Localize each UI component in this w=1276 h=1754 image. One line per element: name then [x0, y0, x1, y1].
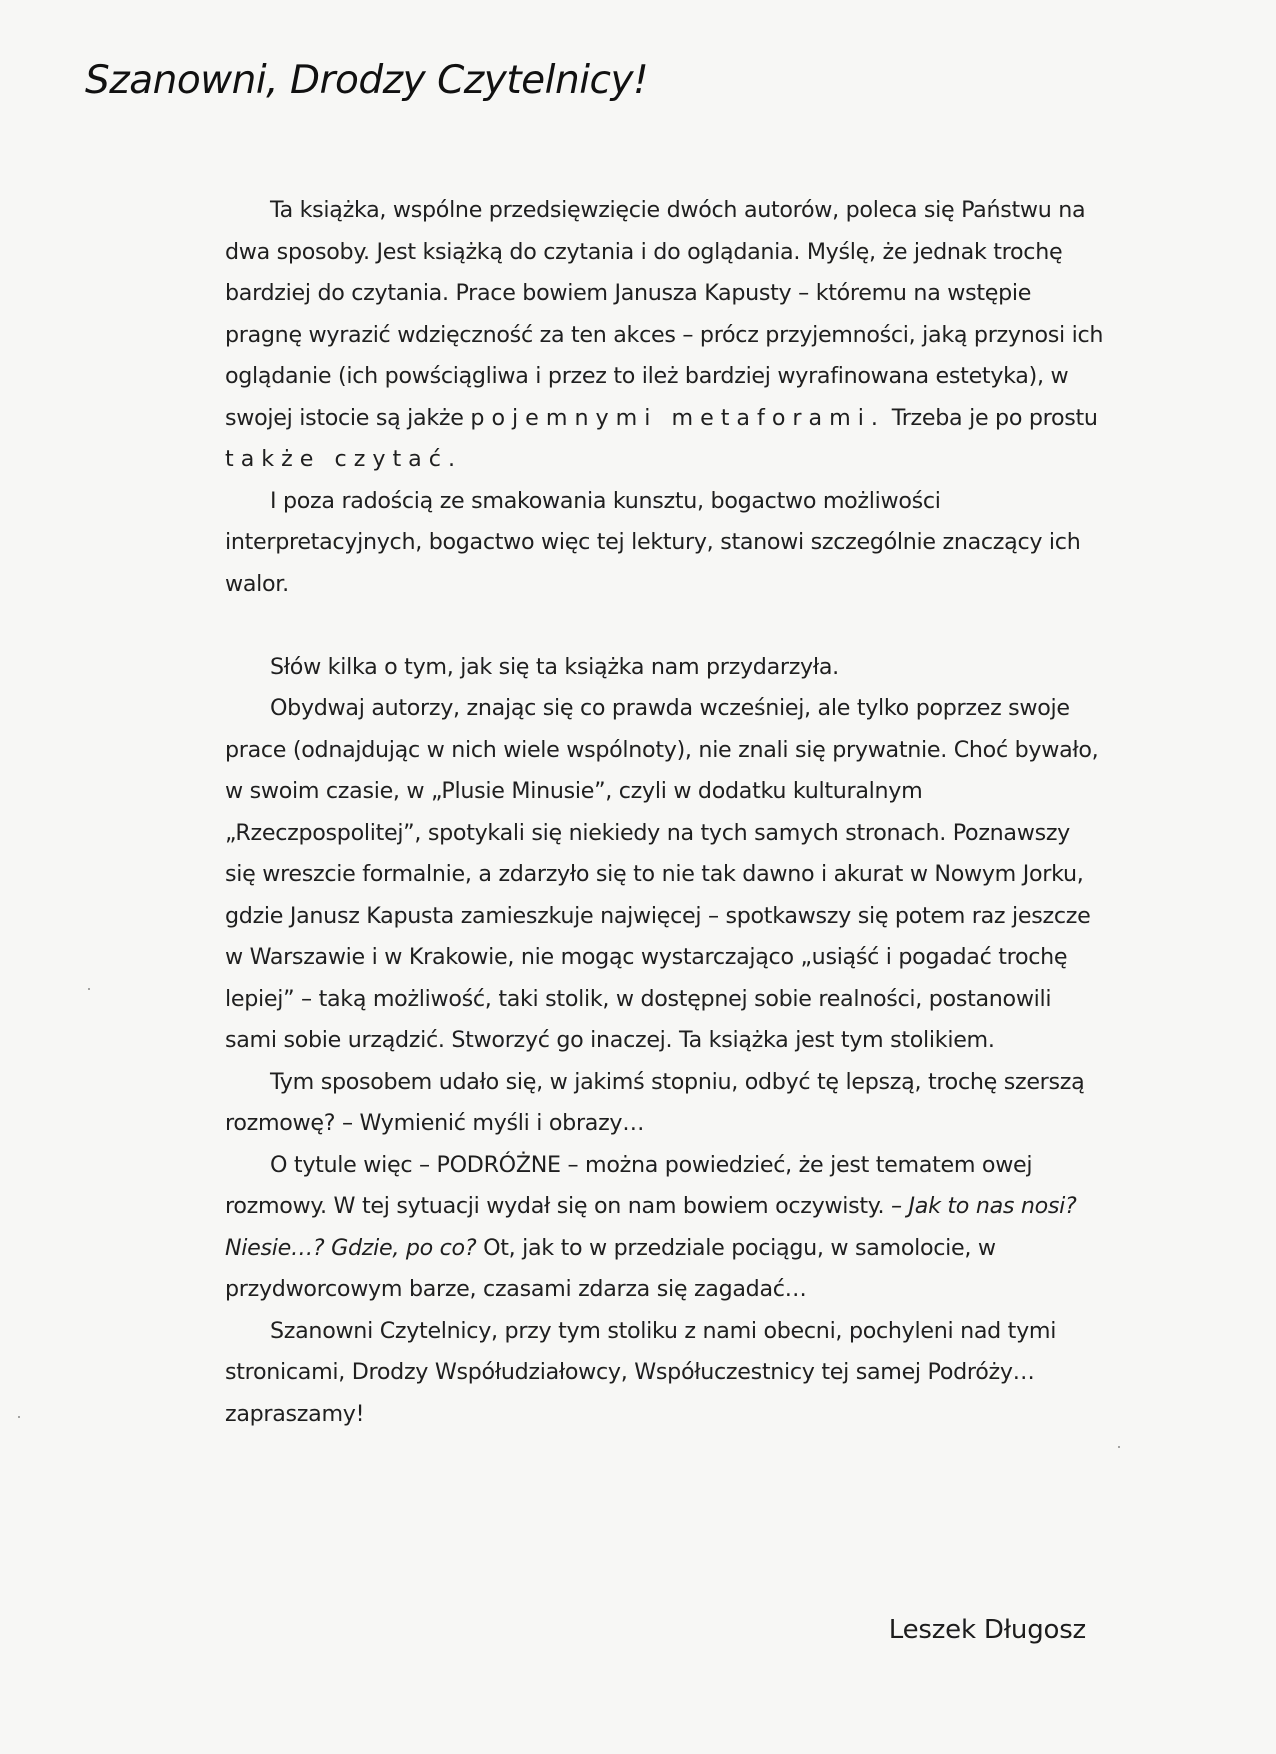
paragraph-1-text: Ta książka, wspólne przedsięwzięcie dwóch autorów, poleca się Państwu na dwa sposoby. Jest książką do czytania i do oglądania. Myślę, że jednak trochę bardziej do czytania. Prace bowiem Janusza Kapusty – któremu na wstępie pragnę wyrazić wdzięczność za ten akces – prócz przyjemności, jaką przynosi ich oglądanie (ich powściągliwa i przez to ileż bardziej wyrafinowana estetyka), w swojej istocie są jakże	[225, 197, 1104, 431]
paragraph-5: Tym sposobem udało się, w jakimś stopniu, odbyć tę lepszą, trochę szerszą rozmowę? – Wymienić myśli i obrazy…	[225, 1068, 1085, 1136]
author-signature: Leszek Długosz	[888, 1615, 1086, 1645]
paragraph-4: Obydwaj autorzy, znając się co prawda wcześniej, ale tylko poprzez swoje prace (odnajdując w nich wiele wspólnoty), nie znali się prywatnie. Choć bywało, w swoim czasie, w „Plusie Minusie”, czyli w dodatku kulturalnym „Rzeczpospolitej”, spotykali się niekiedy na tych samych stronach. Poznawszy się wreszcie formalnie, a zdarzyło się to nie tak dawno i akurat w Nowym Jorku, gdzie Janusz Kapusta zamieszkuje najwięcej – spotkawszy się potem raz jeszcze w Warszawie i w Krakowie, nie mogąc wystarczająco „usiąść i pogadać trochę lepiej” – taką możliwość, taki stolik, w dostępnej sobie realności, postanowili sami sobie urządzić. Stworzyć go inaczej. Ta książka jest tym stolikiem.	[225, 695, 1099, 1053]
paper-speck	[18, 1416, 20, 1418]
paragraph-6-text: O tytule więc – PODRÓŻNE – można powiedzieć, że jest tematem owej rozmowy. W tej sytuacji wydał się on nam bowiem oczywisty.	[225, 1151, 1033, 1219]
paragraph-1	[225, 190, 1105, 481]
page-title: Szanowni, Drodzy Czytelnicy!	[85, 58, 649, 103]
paragraph-6	[225, 1145, 1105, 1311]
paper-speck	[88, 988, 90, 990]
paragraph-7: Szanowni Czytelnicy, przy tym stoliku z nami obecni, pochyleni nad tymi stronicami, Drodzy Współudziałowcy, Współuczestnicy tej samej Podróży… zapraszamy!	[225, 1317, 1057, 1427]
paragraph-2: I poza radością ze smakowania kunsztu, bogactwo możliwości interpretacyjnych, bogactwo więc tej lektury, stanowi szczególnie znaczący ich walor.	[225, 487, 1081, 597]
paragraph-3: Słów kilka o tym, jak się ta książka nam przydarzyła.	[270, 653, 839, 680]
paragraph-6-text-cont: Ot, jak to w przedziale pociągu, w samolocie, w przydworcowym barze, czasami zdarza się zagadać…	[225, 1234, 996, 1302]
spaced-emphasis-metaphors: pojemnymi metaforami.	[470, 404, 885, 431]
paper-speck	[1118, 1446, 1120, 1448]
paragraph-1-text-cont: Trzeba je po prostu	[891, 404, 1098, 431]
letter-body	[225, 190, 1105, 1435]
spaced-emphasis-read: także czytać.	[225, 446, 463, 472]
italic-question: – Jak to nas nosi? Niesie…? Gdzie, po co?	[225, 1193, 1077, 1261]
